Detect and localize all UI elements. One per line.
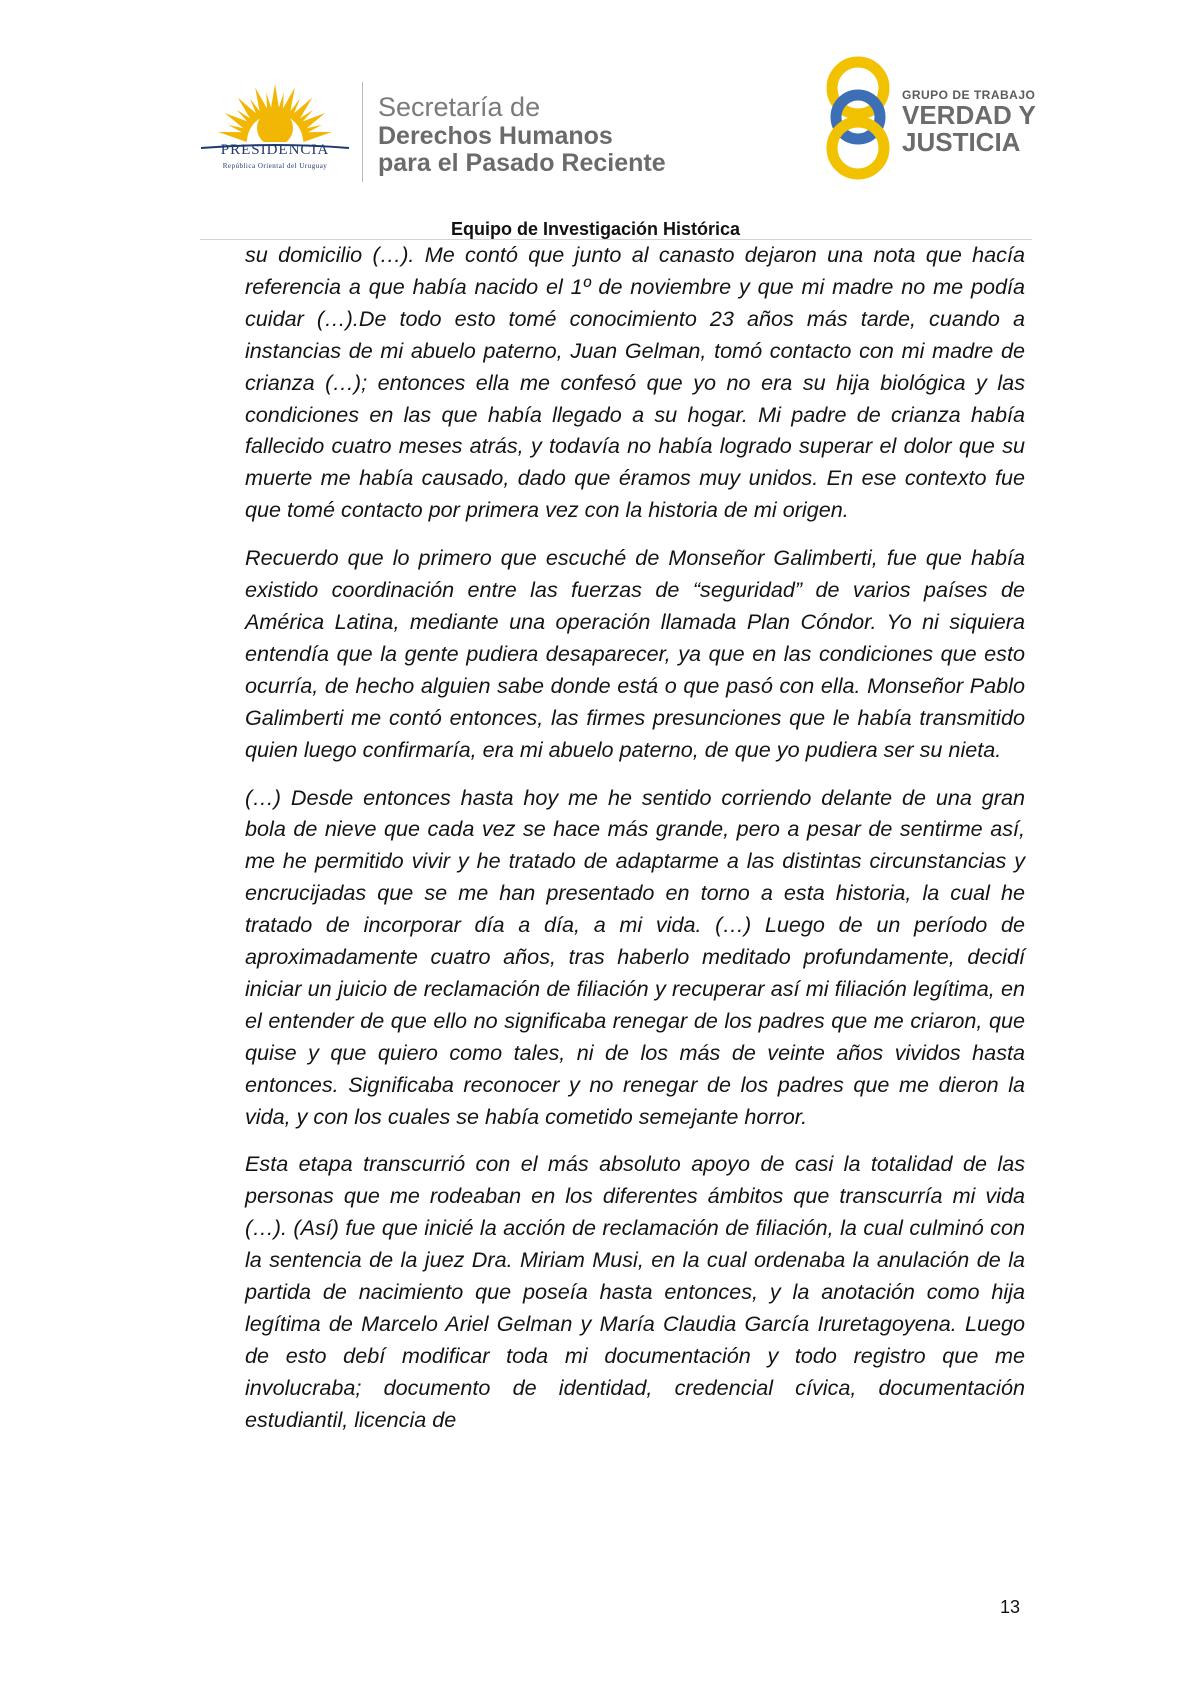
grupo-trabajo-line3: JUSTICIA: [902, 127, 1021, 157]
paragraph-2: Recuerdo que lo primero que escuché de Monseñor Galimberti, fue que había existido coordinación entre las fuerzas de “seguridad” de varios países de América Latina, mediante una operación llamada Plan Cóndor. Yo ni siquiera entendía que la gente pudiera desaparecer, ya que en las condiciones que esto ocurría, de hecho alguien sabe donde está o que pasó con ella. Monseñor Pablo Galimberti me contó entonces, las firmes presunciones que le había transmitido quien luego confirmaría, era mi abuelo paterno, de que yo pudiera ser su nieta.: [245, 545, 1025, 762]
secretaria-logo-text: [378, 92, 666, 177]
paragraph-3: (…) Desde entonces hasta hoy me he sentido corriendo delante de una gran bola de nieve que cada vez se hace más grande, pero a pesar de sentirme así, me he permitido vivir y he tratado de adaptarme a las distintas circunstancias y encrucijadas que se me han presentado en torno a esta historia, la cual he tratado de incorporar día a día, a mi vida. (…) Luego de un período de aproximadamente cuatro años, tras haberlo meditado profundamente, decidí iniciar un juicio de reclamación de filiación y recuperar así mi filiación legítima, en el entender de que ello no significaba renegar de los padres que me criaron, que quise y que quiero como tales, ni de los más de veinte años vividos hasta entonces. Significaba reconocer y no renegar de los padres que me dieron la vida, y con los cuales se había cometido semejante horror.: [245, 784, 1025, 1129]
page-number: 13: [1000, 1597, 1021, 1617]
paragraph-1: su domicilio (…). Me contó que junto al canasto dejaron una nota que hacía referencia a que había nacido el 1º de noviembre y que mi madre no me podía cuidar (…).De todo esto tomé conocimiento 23 años más tarde, cuando a instancias de mi abuelo paterno, Juan Gelman, tomó contacto con mi madre de crianza (…); entonces ella me confesó que yo no era su hija biológica y las condiciones en las que había llegado a su hogar. Mi padre de crianza había fallecido cuatro meses atrás, y todavía no había logrado superar el dolor que su muerte me había causado, dado que éramos muy unidos. En ese contexto fue que tomé contacto por primera vez con la historia de mi origen.: [245, 242, 1025, 523]
team-title: Equipo de Investigación Histórica: [450, 219, 741, 239]
logo-divider: [362, 82, 363, 182]
secretaria-line3: para el Pasado Reciente: [378, 149, 666, 177]
presidencia-subtitle: República Oriental del Uruguay: [222, 162, 328, 170]
grupo-trabajo-line1: GRUPO DE TRABAJO: [902, 88, 1036, 102]
secretaria-line1: Secretaría de: [378, 92, 541, 122]
secretaria-line2: Derechos Humanos: [378, 122, 613, 150]
grupo-trabajo-text: [902, 88, 1036, 156]
page-header: [0, 0, 1191, 240]
grupo-trabajo-rings-icon: [818, 52, 898, 182]
paragraph-4: Esta etapa transcurrió con el más absoluto apoyo de casi la totalidad de las personas que me rodeaban en los diferentes ámbitos que transcurría mi vida (…). (Así) fue que inicié la acción de reclamación de filiación, la cual culminó con la sentencia de la juez Dra. Miriam Musi, en la cual ordenaba la anulación de la partida de nacimiento que poseía hasta entonces, y la anotación como hija legítima de Marcelo Ariel Gelman y María Claudia García Iruretagoyena. Luego de esto debí modificar toda mi documentación y todo registro que me involucraba; documento de identidad, credencial cívica, documentación estudiantil, licencia de: [245, 1151, 1025, 1432]
presidencia-name: PRESIDENCIA: [220, 142, 330, 158]
grupo-trabajo-line2: VERDAD Y: [902, 100, 1036, 130]
document-body: [245, 239, 1025, 1452]
